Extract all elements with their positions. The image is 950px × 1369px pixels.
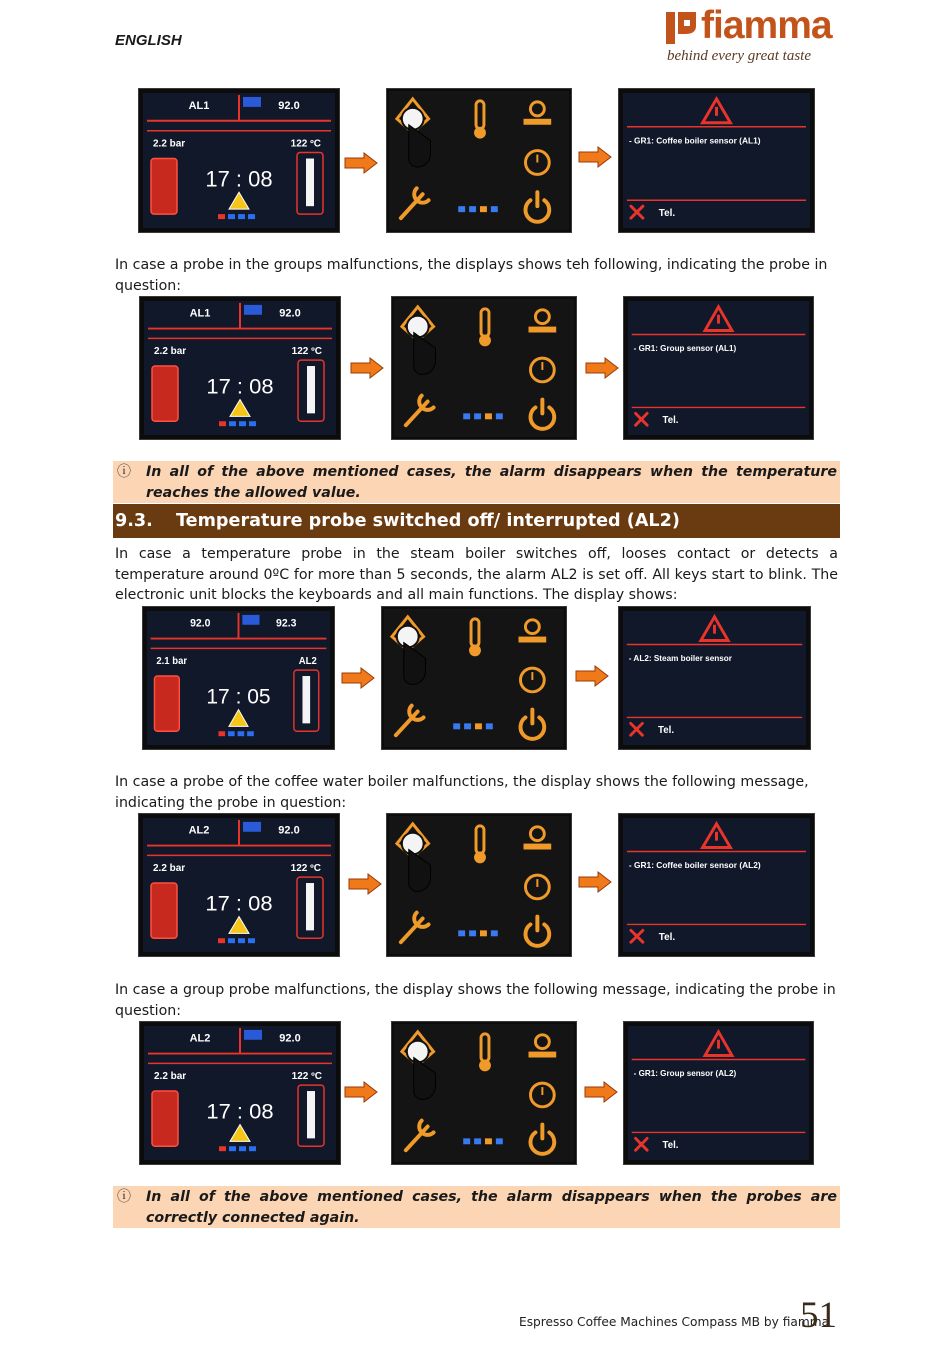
- arrow-right-icon: [585, 357, 619, 379]
- section-heading: [113, 504, 840, 538]
- thermometer-fill: [302, 676, 310, 723]
- display-alarm-message: [623, 296, 814, 440]
- alarm-message-text: - GR1: Coffee boiler sensor (AL1): [628, 135, 761, 146]
- paragraph-groups-probe: In case a probe in the groups malfunctions, the displays shows teh following, indicating the probe in question:: [115, 257, 828, 294]
- status-dot: [464, 723, 471, 729]
- info-note: [113, 1186, 840, 1228]
- section-title: Temperature probe switched off/ interrupted (AL2): [176, 511, 680, 531]
- fiamma-logo: [664, 4, 842, 70]
- status-dot: [249, 1146, 256, 1151]
- portafilter-icon: [524, 119, 552, 125]
- status-dot: [485, 413, 492, 419]
- clock-time: 17 : 08: [206, 373, 274, 399]
- alarm-code: 92.0: [190, 617, 211, 630]
- boiler-icon: [242, 615, 259, 625]
- portafilter-icon: [519, 637, 547, 643]
- home-screen-graphic: [140, 297, 340, 439]
- boiler-icon: [243, 822, 261, 832]
- level-gauge: [154, 676, 179, 731]
- display-menu-keys: [386, 88, 572, 233]
- status-dot: [219, 421, 226, 426]
- status-dot: [229, 1146, 236, 1151]
- level-gauge: [152, 366, 178, 421]
- arrow-right-icon: [578, 871, 612, 893]
- display-home-screen: [138, 88, 340, 233]
- status-dot: [248, 938, 255, 943]
- status-dot: [248, 214, 255, 219]
- status-dot: [496, 413, 503, 419]
- thermometer-fill: [307, 1091, 315, 1138]
- display-menu-keys: [381, 606, 567, 750]
- arrow-right-icon: [584, 1081, 618, 1103]
- info-note: [113, 461, 840, 503]
- top-right-value: 92.0: [278, 99, 300, 112]
- tel-label: Tel.: [658, 932, 676, 944]
- status-dot: [486, 723, 493, 729]
- menu-screen-graphic: [387, 89, 571, 232]
- alarm-message-text: - GR1: Group sensor (AL1): [633, 344, 737, 354]
- top-right-value: 92.3: [276, 617, 297, 630]
- status-dot: [238, 731, 245, 736]
- tel-label: Tel.: [662, 1140, 679, 1152]
- temperature-value: 122 ºC: [290, 138, 321, 150]
- display-menu-keys: [391, 296, 577, 440]
- logo-tagline: behind every great taste: [667, 48, 811, 64]
- section-number: 9.3.: [115, 511, 153, 531]
- arrow-right-icon: [344, 152, 378, 174]
- paragraph-coffee-boiler-probe: In case a probe of the coffee water boiler malfunctions, the display shows the following message, indicating the probe in question:: [115, 774, 809, 811]
- status-dot: [238, 938, 245, 943]
- thermometer-bulb: [474, 851, 486, 863]
- status-dot: [480, 930, 487, 936]
- status-dot: [463, 413, 470, 419]
- alarm-screen-graphic: [619, 814, 814, 956]
- status-dot: [463, 1138, 470, 1144]
- home-screen-graphic: [139, 89, 339, 232]
- status-dot: [238, 214, 245, 219]
- status-dot: [458, 206, 465, 212]
- finger-touch-icon: [407, 316, 429, 338]
- top-right-value: 92.0: [279, 307, 301, 320]
- page-number: 51: [800, 1295, 837, 1336]
- thermometer-bulb: [479, 1059, 491, 1071]
- thermometer-fill: [307, 366, 315, 413]
- status-dot: [218, 938, 225, 943]
- tel-label: Tel.: [662, 415, 679, 427]
- top-right-value: 92.0: [279, 1032, 301, 1045]
- temperature-value: 122 ºC: [291, 346, 322, 358]
- display-alarm-message: [618, 88, 815, 233]
- status-dot: [218, 731, 225, 736]
- status-dot: [249, 421, 256, 426]
- status-dot: [239, 1146, 246, 1151]
- finger-touch-icon: [402, 108, 424, 130]
- arrow-right-icon: [344, 1081, 378, 1103]
- alarm-code: AL2: [189, 1032, 211, 1045]
- display-home-screen: [139, 296, 341, 440]
- alarm-code: AL1: [189, 307, 211, 320]
- alarm-message-text: - GR1: Group sensor (AL2): [633, 1069, 737, 1079]
- status-dot: [474, 413, 481, 419]
- display-menu-keys: [386, 813, 572, 957]
- status-dot: [453, 723, 460, 729]
- level-gauge: [151, 159, 177, 215]
- home-screen-graphic: [143, 607, 334, 749]
- status-dot: [228, 731, 235, 736]
- pressure-value: 2.2 bar: [153, 863, 186, 875]
- level-gauge: [151, 883, 177, 938]
- pressure-value: 2.2 bar: [154, 346, 187, 358]
- alarm-code: AL2: [188, 824, 210, 837]
- clock-time: 17 : 08: [205, 890, 273, 916]
- alarm-screen-graphic: [624, 1022, 813, 1164]
- boiler-icon: [243, 97, 261, 107]
- thermometer-fill: [306, 159, 314, 207]
- home-screen-graphic: [140, 1022, 340, 1164]
- display-menu-keys: [391, 1021, 577, 1165]
- portafilter-icon: [529, 1052, 557, 1058]
- finger-touch-icon: [402, 833, 424, 855]
- status-dot: [247, 731, 254, 736]
- pressure-value: 2.1 bar: [156, 656, 188, 668]
- thermometer-fill: [306, 883, 314, 930]
- home-screen-graphic: [139, 814, 339, 956]
- status-dot: [469, 206, 476, 212]
- menu-screen-graphic: [387, 814, 571, 956]
- top-right-value: 92.0: [278, 824, 300, 837]
- paragraph-steam-boiler-probe: In case a temperature probe in the steam boiler switches off, looses contact or detects a temperature around 0ºC for more than 5 seconds, the alarm AL2 is set off. All keys start to blink. The electronic unit blocks the keyboards and all main functions. The display shows:: [115, 546, 838, 604]
- logo-word: fiamma: [701, 4, 832, 47]
- footer-text: Espresso Coffee Machines Compass MB by fiamma: [519, 1315, 830, 1329]
- info-icon: ⓘ: [117, 464, 131, 480]
- status-dot: [480, 206, 487, 212]
- pressure-value: 2.2 bar: [154, 1071, 187, 1083]
- alarm-screen-graphic: [624, 297, 813, 439]
- status-dot: [491, 930, 498, 936]
- thermometer-bulb: [474, 127, 486, 139]
- menu-screen-graphic: [392, 297, 576, 439]
- alarm-screen-graphic: [619, 607, 810, 749]
- status-dot: [469, 930, 476, 936]
- language-label: ENGLISH: [115, 32, 182, 49]
- clock-time: 17 : 08: [206, 1098, 274, 1124]
- temperature-value: 122 ºC: [291, 1071, 322, 1083]
- info-note-text: In all of the above mentioned cases, the alarm disappears when the probes are correctly connected again.: [146, 1189, 837, 1226]
- menu-screen-graphic: [382, 607, 566, 749]
- info-note-text: In all of the above mentioned cases, the alarm disappears when the temperature reaches the allowed value.: [146, 464, 837, 501]
- info-icon: ⓘ: [117, 1189, 131, 1205]
- display-alarm-message: [623, 1021, 814, 1165]
- alarm-code: AL1: [188, 99, 210, 112]
- status-dot: [458, 930, 465, 936]
- alarm-message-text: - AL2: Steam boiler sensor: [628, 654, 732, 664]
- temperature-value: 122 ºC: [290, 863, 321, 875]
- portafilter-icon: [524, 844, 552, 850]
- arrow-right-icon: [575, 665, 609, 687]
- boiler-icon: [244, 305, 262, 315]
- temperature-value: AL2: [298, 656, 317, 668]
- clock-time: 17 : 08: [205, 166, 273, 192]
- arrow-right-icon: [350, 357, 384, 379]
- menu-screen-graphic: [392, 1022, 576, 1164]
- status-dot: [228, 938, 235, 943]
- pressure-value: 2.2 bar: [153, 138, 186, 150]
- display-home-screen: [138, 813, 340, 957]
- display-alarm-message: [618, 606, 811, 750]
- alarm-screen-graphic: [619, 89, 814, 232]
- arrow-right-icon: [348, 873, 382, 895]
- status-dot: [229, 421, 236, 426]
- status-dot: [496, 1138, 503, 1144]
- clock-time: 17 : 05: [206, 684, 271, 709]
- status-dot: [474, 1138, 481, 1144]
- display-home-screen: [142, 606, 335, 750]
- status-dot: [219, 1146, 226, 1151]
- thermometer-bulb: [469, 644, 481, 656]
- level-gauge: [152, 1091, 178, 1146]
- status-dot: [228, 214, 235, 219]
- tel-label: Tel.: [657, 725, 675, 737]
- paragraph-group-probe: In case a group probe malfunctions, the display shows the following message, indicating the probe in question:: [115, 982, 836, 1019]
- display-alarm-message: [618, 813, 815, 957]
- status-dot: [491, 206, 498, 212]
- thermometer-bulb: [479, 334, 491, 346]
- finger-touch-icon: [407, 1041, 429, 1063]
- display-home-screen: [139, 1021, 341, 1165]
- tel-label: Tel.: [658, 208, 676, 220]
- alarm-message-text: - GR1: Coffee boiler sensor (AL2): [628, 860, 761, 871]
- arrow-right-icon: [341, 667, 375, 689]
- portafilter-icon: [529, 327, 557, 333]
- boiler-icon: [244, 1030, 262, 1040]
- status-dot: [485, 1138, 492, 1144]
- arrow-right-icon: [578, 146, 612, 168]
- logo-mark-icon: [666, 12, 696, 44]
- status-dot: [475, 723, 482, 729]
- status-dot: [218, 214, 225, 219]
- status-dot: [239, 421, 246, 426]
- finger-touch-icon: [397, 626, 419, 648]
